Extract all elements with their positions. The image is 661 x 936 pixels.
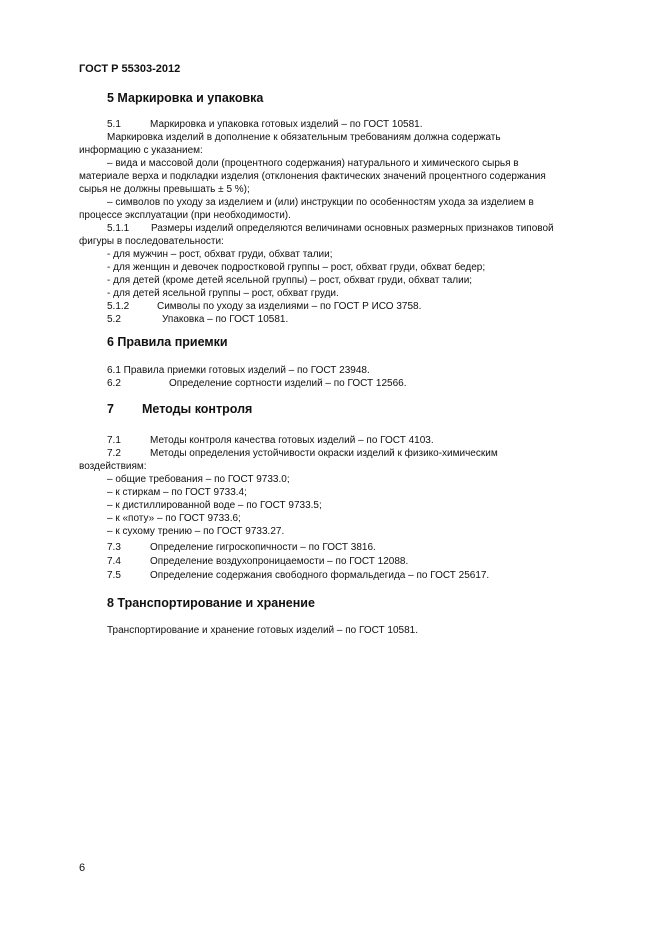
para-text: Размеры изделий определяются величинами основных размерных признаков типовой (151, 223, 554, 234)
para-number: 5.1.1 (107, 223, 130, 234)
bullet-fiber-content (79, 157, 614, 196)
para-7-1 (107, 434, 434, 447)
text-line: фигуры в последовательности: (79, 236, 224, 247)
para-7-2 (79, 447, 614, 473)
para-6-1: 6.1 Правила приемки готовых изделий – по ГОСТ 23948. (107, 365, 370, 376)
text-line: – вида и массовой доли (процентного содержания) натурального и химического сырья в (107, 158, 519, 169)
para-text: Определение гигроскопичности – по ГОСТ 3816. (150, 542, 376, 553)
para-number: 5.1.2 (107, 301, 130, 312)
size-children: - для детей (кроме детей ясельной группы) – рост, обхват груди, обхват талии; (107, 275, 473, 286)
para-7-4 (107, 555, 408, 568)
para-text: Методы определения устойчивости окраски изделий к физико-химическим (150, 448, 498, 459)
para-text: Определение воздухопроницаемости – по ГОСТ 12088. (150, 556, 409, 567)
para-text: Определение содержания свободного формальдегида – по ГОСТ 25617. (150, 570, 490, 581)
para-number: 7.5 (107, 570, 121, 581)
size-women: - для женщин и девочек подростковой группы – рост, обхват груди, обхват бедер; (107, 262, 486, 273)
para-5-1-marking (79, 131, 614, 157)
text-line: Маркировка изделий в дополнение к обязательным требованиям должна содержать (107, 132, 501, 143)
method-general: – общие требования – по ГОСТ 9733.0; (107, 474, 290, 485)
method-dry-rubbing: – к сухому трению – по ГОСТ 9733.27. (107, 526, 285, 537)
section-5-title: 5 Маркировка и упаковка (107, 91, 264, 105)
para-number: 7.2 (107, 448, 121, 459)
method-distilled-water: – к дистиллированной воде – по ГОСТ 9733.5; (107, 500, 322, 511)
para-text: Маркировка и упаковка готовых изделий – по ГОСТ 10581. (150, 119, 423, 130)
text-line (79, 222, 614, 235)
size-infants: - для детей ясельной группы – рост, обхват груди. (107, 288, 339, 299)
doc-header: ГОСТ Р 55303-2012 (79, 63, 181, 75)
para-number: 7.3 (107, 542, 121, 553)
para-number: 6.2 (107, 378, 121, 389)
size-men: - для мужчин – рост, обхват груди, обхват талии; (107, 249, 333, 260)
para-text: Методы контроля качества готовых изделий – по ГОСТ 4103. (150, 435, 434, 446)
text-line: сырья не должны превышать ± 5 %); (79, 184, 250, 195)
page-number: 6 (79, 862, 86, 874)
text-line: воздействиям: (79, 461, 147, 472)
text-line: материале верха и подкладки изделия (отклонения фактических значений процентного содержания (79, 171, 546, 182)
bullet-care-symbols (79, 196, 614, 222)
section-6-title: 6 Правила приемки (107, 335, 228, 349)
para-8: Транспортирование и хранение готовых изделий – по ГОСТ 10581. (107, 625, 418, 636)
para-text: Определение сортности изделий – по ГОСТ 12566. (169, 378, 407, 389)
section-number: 7 (107, 402, 114, 416)
section-7-title (107, 402, 252, 416)
para-7-5 (107, 569, 489, 582)
para-6-2 (107, 377, 407, 390)
para-7-3 (107, 541, 376, 554)
section-title-text: Методы контроля (142, 402, 253, 416)
method-washing: – к стиркам – по ГОСТ 9733.4; (107, 487, 247, 498)
text-line: процессе эксплуатации (при необходимости). (79, 210, 291, 221)
para-text: Символы по уходу за изделиями – по ГОСТ Р ИСО 3758. (157, 301, 422, 312)
para-number: 7.4 (107, 556, 121, 567)
para-5-2 (107, 313, 288, 326)
section-8-title: 8 Транспортирование и хранение (107, 596, 315, 610)
para-number: 7.1 (107, 435, 121, 446)
para-5-1-1 (79, 222, 614, 248)
text-line (79, 447, 614, 460)
para-5-1 (107, 118, 423, 131)
method-sweat: – к «поту» – по ГОСТ 9733.6; (107, 513, 241, 524)
para-number: 5.1 (107, 119, 121, 130)
para-text: Упаковка – по ГОСТ 10581. (162, 314, 289, 325)
para-5-1-2 (107, 300, 421, 313)
text-line: – символов по уходу за изделием и (или) инструкции по особенностям ухода за изделием в (107, 197, 534, 208)
para-number: 5.2 (107, 314, 121, 325)
text-line: информацию с указанием: (79, 145, 203, 156)
